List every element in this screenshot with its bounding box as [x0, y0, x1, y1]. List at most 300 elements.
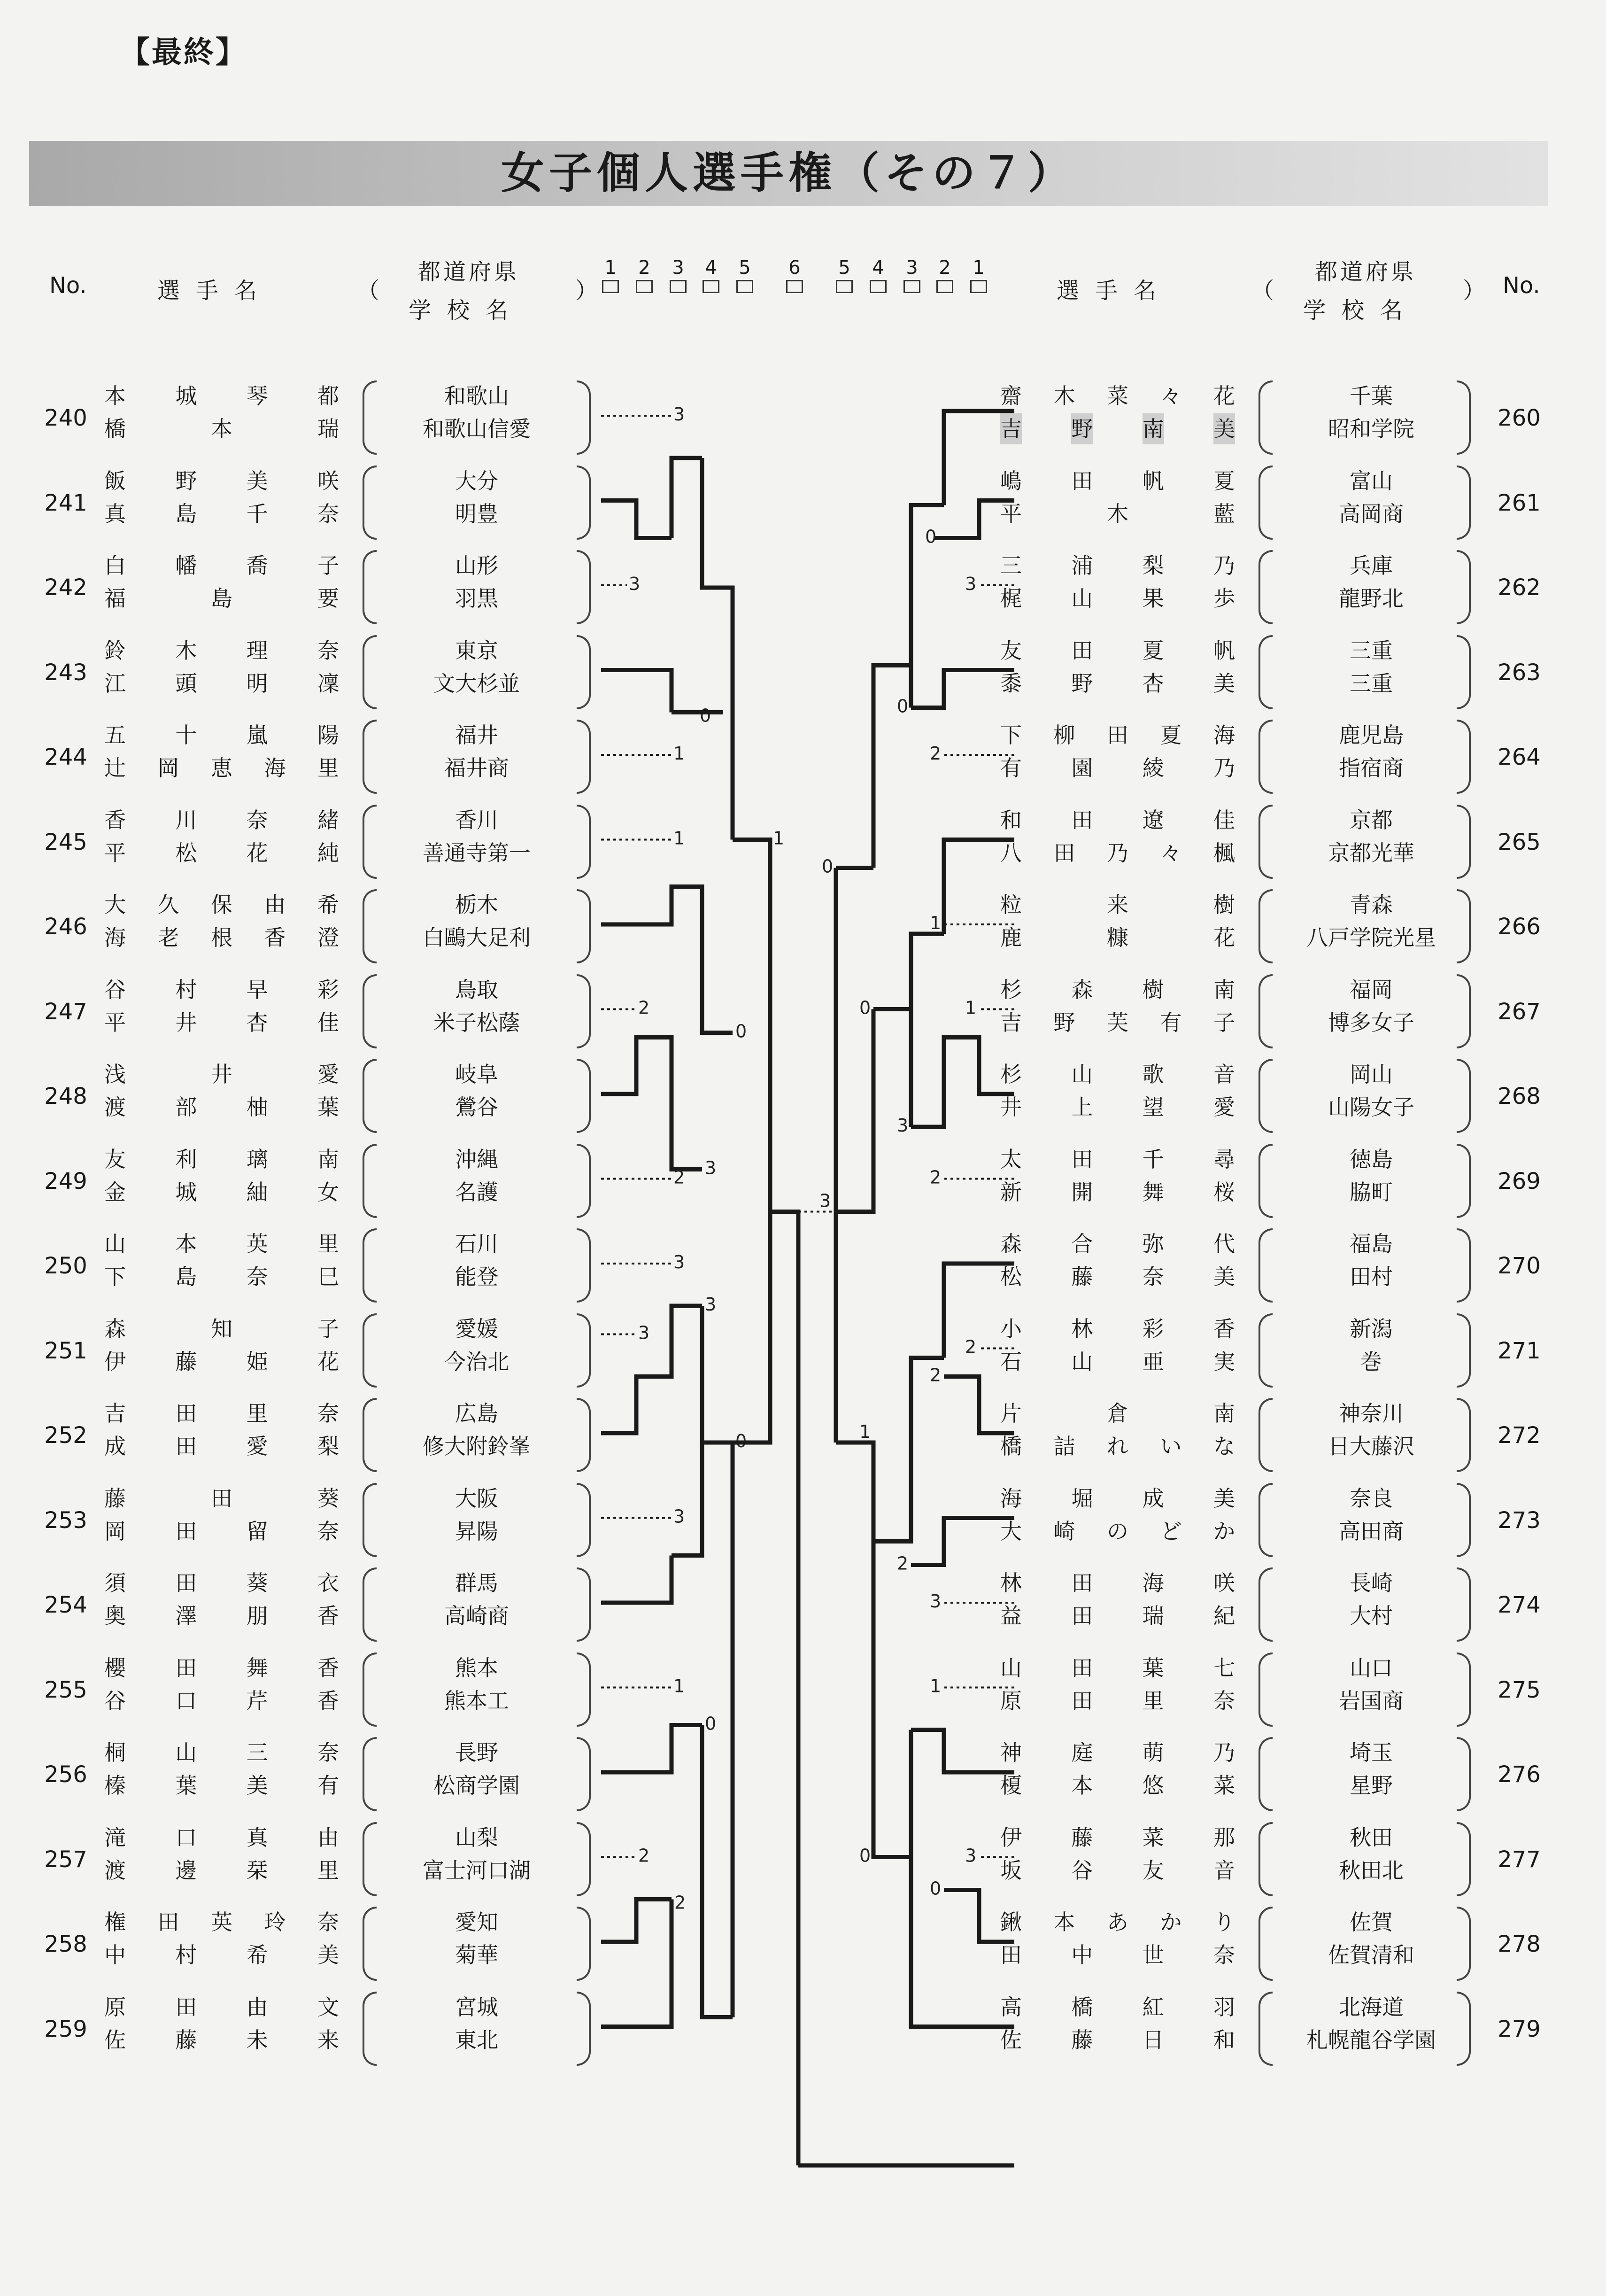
name-char: 平 [104, 840, 126, 866]
header-no: No. [49, 272, 87, 299]
name-char: 藤 [1071, 1264, 1093, 1289]
bracket-win-line [911, 1038, 1014, 1127]
name-char: 真 [246, 1824, 268, 1850]
name-char: 奈 [317, 637, 339, 663]
name-char: 本 [1071, 1773, 1093, 1798]
name-char: 佐 [104, 2027, 126, 2053]
name-char: 要 [317, 586, 339, 611]
name-char: あ [1107, 1909, 1128, 1935]
name-char: 紅 [1142, 1994, 1164, 2020]
prefecture: 山梨 [455, 1824, 498, 1850]
name-char: 島 [211, 586, 232, 611]
header-pref-right: 都道府県 [1315, 259, 1417, 285]
name-char: 実 [1213, 1349, 1235, 1374]
school: 熊本工 [444, 1688, 509, 1714]
school: 三重 [1350, 670, 1393, 696]
name-char: 野 [175, 468, 197, 494]
name-char: 島 [175, 501, 197, 527]
match-score: 3 [673, 1252, 685, 1272]
header-no-right: No. [1503, 272, 1540, 299]
name-char: 神 [1000, 1740, 1022, 1765]
school: 羽黒 [455, 586, 498, 611]
final-tag: 【最終】 [120, 35, 247, 70]
entry-number: 265 [1498, 829, 1541, 855]
name-char: 恵 [211, 755, 232, 781]
prefecture: 埼玉 [1350, 1740, 1393, 1765]
name-char: 鹿 [1000, 925, 1022, 950]
match-score: 2 [674, 1892, 686, 1913]
name-char: 弥 [1142, 1231, 1164, 1257]
name-char: 保 [211, 892, 232, 917]
prefecture: 福井 [455, 722, 498, 748]
name-char: 田 [1071, 1688, 1093, 1714]
name-char: 田 [1107, 722, 1128, 748]
prefecture: 鳥取 [455, 977, 498, 1002]
name-char: 小 [1000, 1316, 1022, 1342]
match-score: 0 [930, 1878, 942, 1899]
name-char: 田 [1071, 637, 1093, 663]
name-char: 吉 [1000, 1009, 1022, 1035]
prefecture: 群馬 [455, 1570, 498, 1596]
name-char: 愛 [317, 1062, 339, 1087]
name-char: 城 [175, 1179, 197, 1205]
match-score-center: 1 [773, 828, 785, 849]
school: 京都光華 [1328, 840, 1414, 866]
name-char: 和 [1213, 2027, 1235, 2053]
name-char: 野 [1071, 413, 1093, 444]
name-char: 城 [175, 383, 197, 409]
name-char: 愛 [246, 1434, 268, 1459]
name-char: 田 [175, 1994, 197, 2020]
bracket-win-line [601, 670, 672, 713]
name-char: 坂 [1000, 1857, 1022, 1883]
entry-number: 273 [1498, 1507, 1541, 1534]
name-char: 田 [175, 1434, 197, 1459]
prefecture: 山形 [455, 553, 498, 578]
prefecture: 愛知 [455, 1909, 498, 1935]
name-char: 浅 [104, 1062, 126, 1087]
match-score: 1 [859, 1421, 871, 1442]
bracket-win-line [873, 505, 944, 868]
bracket-win-line [873, 1542, 911, 1857]
prefecture: 石川 [455, 1231, 498, 1257]
name-char: 瑞 [1142, 1603, 1164, 1629]
prefecture: 長崎 [1350, 1570, 1393, 1596]
bracket-win-line [944, 1890, 1014, 1942]
entry-number: 259 [44, 2016, 87, 2042]
name-char: 歌 [1142, 1062, 1164, 1087]
school: 日大藤沢 [1328, 1434, 1414, 1459]
prefecture: 山口 [1350, 1655, 1393, 1681]
name-char: 田 [175, 1518, 197, 1544]
name-char: 下 [1000, 722, 1022, 748]
school: 高岡商 [1339, 501, 1404, 527]
prefecture: 千葉 [1350, 383, 1393, 409]
entry-number: 251 [44, 1337, 87, 1364]
prefecture: 広島 [455, 1401, 498, 1426]
name-char: 本 [211, 416, 232, 442]
name-char: 田 [1053, 840, 1075, 866]
match-score: 2 [897, 1553, 909, 1574]
school: 米子松蔭 [433, 1009, 520, 1035]
name-char: 渡 [104, 1857, 126, 1883]
name-char: 十 [175, 722, 197, 748]
name-char: 佳 [1213, 807, 1235, 833]
name-char: 樹 [1213, 892, 1235, 917]
page-title: 女子個人選手権（その７） [501, 148, 1076, 198]
name-char: 帆 [1142, 468, 1164, 494]
name-char: 澤 [175, 1603, 197, 1629]
prefecture: 岐阜 [455, 1062, 498, 1087]
name-char: 中 [1071, 1942, 1093, 1968]
name-char: 倉 [1107, 1401, 1128, 1426]
name-char: 舞 [1142, 1179, 1164, 1205]
name-char: 女 [317, 1179, 339, 1205]
name-char: 田 [1071, 1655, 1093, 1681]
name-char: 平 [104, 1009, 126, 1035]
name-char: 子 [317, 553, 339, 578]
name-char: か [1160, 1909, 1182, 1935]
name-char: 鈴 [104, 637, 126, 663]
name-char: れ [1107, 1434, 1128, 1459]
name-char: 益 [1000, 1603, 1022, 1629]
name-char: 村 [175, 1942, 197, 1968]
school: 高崎商 [444, 1603, 509, 1629]
header-school-right: 学校名 [1303, 297, 1419, 324]
prefecture: 鹿児島 [1339, 722, 1404, 748]
name-char: 彩 [317, 977, 339, 1002]
name-char: 森 [104, 1316, 126, 1342]
name-char: ど [1160, 1518, 1182, 1544]
name-char: 有 [1000, 755, 1022, 781]
name-char: 渡 [104, 1094, 126, 1120]
name-char: 島 [175, 1264, 197, 1289]
bracket-win-line [911, 1730, 1014, 1773]
name-char: 橋 [104, 416, 126, 442]
prefecture: 沖縄 [455, 1146, 498, 1172]
school: 名護 [455, 1179, 498, 1205]
match-score: 2 [638, 997, 650, 1018]
name-char: 代 [1213, 1231, 1235, 1257]
school: 東北 [455, 2027, 498, 2053]
round-number: 3 [672, 257, 684, 279]
prefecture: 福岡 [1350, 977, 1393, 1002]
name-char: 口 [175, 1824, 197, 1850]
match-score: 0 [859, 1845, 871, 1866]
entry-number: 247 [44, 998, 87, 1025]
name-char: 里 [1142, 1688, 1164, 1714]
name-char: 奈 [1142, 1264, 1164, 1289]
bracket-win-line [601, 1725, 702, 1773]
name-char: 歩 [1213, 586, 1235, 611]
name-char: 柳 [1053, 722, 1075, 748]
school: 秋田北 [1339, 1857, 1404, 1883]
name-char: 田 [157, 1909, 179, 1935]
name-char: 藍 [1213, 501, 1235, 527]
name-char: 山 [1071, 1062, 1093, 1087]
name-char: 桐 [104, 1740, 126, 1765]
name-char: 奈 [317, 1909, 339, 1935]
prefecture: 徳島 [1350, 1146, 1393, 1172]
name-char: 璃 [246, 1146, 268, 1172]
name-char: 有 [317, 1773, 339, 1798]
name-char: 羽 [1213, 1994, 1235, 2020]
name-char: 田 [1000, 1942, 1022, 1968]
name-char: 夏 [1213, 468, 1235, 494]
entry-number: 244 [44, 744, 87, 770]
header-player-right: 選手名 [1057, 278, 1173, 304]
name-char: 紬 [246, 1179, 268, 1205]
entry-number: 242 [44, 574, 87, 601]
entry-number: 245 [44, 829, 87, 855]
name-char: 藤 [1071, 1824, 1093, 1850]
match-score: 3 [638, 1322, 650, 1343]
school: 指宿商 [1339, 755, 1404, 781]
name-char: 和 [1000, 807, 1022, 833]
name-char: 美 [1213, 1264, 1235, 1289]
bracket-win-line [944, 840, 1014, 934]
name-char: 松 [175, 840, 197, 866]
name-char: 山 [1071, 586, 1093, 611]
entry-number: 271 [1498, 1337, 1541, 1364]
name-char: 白 [104, 553, 126, 578]
name-char: 田 [175, 1570, 197, 1596]
name-char: 有 [1160, 1009, 1182, 1035]
school: 岩国商 [1339, 1688, 1404, 1714]
name-char: 希 [246, 1942, 268, 1968]
school: 菊華 [455, 1942, 498, 1968]
prefecture: 北海道 [1339, 1994, 1404, 2020]
round-number: 1 [604, 257, 617, 279]
name-char: 五 [104, 722, 126, 748]
bracket-win-line [836, 1443, 873, 1542]
entry-number: 258 [44, 1931, 87, 1957]
name-char: 美 [1213, 670, 1235, 696]
school: 和歌山信愛 [423, 416, 531, 442]
name-char: 乃 [1213, 1740, 1235, 1765]
name-char: 那 [1213, 1824, 1235, 1850]
name-char: 琴 [246, 383, 268, 409]
name-char: 七 [1213, 1655, 1235, 1681]
prefecture: 和歌山 [444, 383, 509, 409]
name-char: 瑞 [317, 416, 339, 442]
bracket-win-line [702, 458, 733, 840]
name-char: 成 [104, 1434, 126, 1459]
name-char: 岡 [104, 1518, 126, 1544]
prefecture: 熊本 [455, 1655, 498, 1681]
name-char: 香 [317, 1655, 339, 1681]
name-char: 奈 [1213, 1688, 1235, 1714]
name-char: 吉 [1000, 413, 1022, 444]
name-char: 奈 [317, 1740, 339, 1765]
name-char: 都 [317, 383, 339, 409]
name-char: 三 [246, 1740, 268, 1765]
name-char: 田 [1071, 1603, 1093, 1629]
round-number: 2 [638, 257, 650, 279]
name-char: 石 [1000, 1349, 1022, 1374]
name-char: 山 [175, 1740, 197, 1765]
name-char: 合 [1071, 1231, 1093, 1257]
name-char: 浦 [1071, 553, 1093, 578]
bracket-win-line [944, 1377, 1014, 1434]
entry-number: 261 [1498, 489, 1541, 516]
name-char: 来 [317, 2027, 339, 2053]
name-char: い [1160, 1434, 1182, 1459]
round-number: 3 [906, 257, 918, 279]
name-char: 大 [1000, 1518, 1022, 1544]
name-char: 杏 [1142, 670, 1164, 696]
match-score-final: 3 [819, 1190, 831, 1211]
name-char: 上 [1071, 1094, 1093, 1120]
name-char: 糠 [1107, 925, 1128, 950]
name-char: 海 [1000, 1485, 1022, 1511]
name-char: 咲 [317, 468, 339, 494]
name-char: 奈 [246, 807, 268, 833]
name-char: 香 [264, 925, 286, 950]
name-char: 悠 [1142, 1773, 1164, 1798]
bracket-win-line [601, 501, 672, 538]
name-char: 滝 [104, 1824, 126, 1850]
school: 鶯谷 [455, 1094, 498, 1120]
name-char: 海 [104, 925, 126, 950]
prefecture: 香川 [455, 807, 498, 833]
bracket-win-line [934, 501, 1014, 538]
bracket-win-line [911, 670, 1014, 708]
name-char: 希 [317, 892, 339, 917]
name-char: 川 [175, 807, 197, 833]
name-char: 橋 [1000, 1434, 1022, 1459]
name-char: な [1213, 1434, 1235, 1459]
name-char: 粒 [1000, 892, 1022, 917]
match-score: 0 [925, 526, 937, 547]
name-char: 田 [211, 1485, 232, 1511]
match-score: 3 [965, 574, 977, 594]
name-char: 奈 [246, 1264, 268, 1289]
name-char: 嵐 [246, 722, 268, 748]
name-char: 井 [175, 1009, 197, 1035]
match-score: 0 [700, 705, 711, 726]
school: 龍野北 [1339, 586, 1404, 611]
name-char: 口 [175, 1688, 197, 1714]
school: 八戸学院光星 [1306, 925, 1436, 950]
bracket-win-line [601, 1900, 672, 1942]
name-char: 海 [1213, 722, 1235, 748]
entry-number: 276 [1498, 1761, 1541, 1788]
name-char: 櫻 [104, 1655, 126, 1681]
round-number: 5 [838, 257, 850, 279]
name-char: 田 [175, 1655, 197, 1681]
name-char: 香 [104, 807, 126, 833]
name-char: 里 [246, 1401, 268, 1426]
name-char: 花 [1213, 925, 1235, 950]
name-char: 萌 [1142, 1740, 1164, 1765]
name-char: 本 [1053, 1909, 1075, 1935]
name-char: 姫 [246, 1349, 268, 1374]
name-char: 英 [246, 1231, 268, 1257]
name-char: 詰 [1053, 1434, 1075, 1459]
name-char: 真 [104, 501, 126, 527]
header-pref: 都道府県 [418, 259, 520, 285]
name-char: 々 [1160, 840, 1182, 866]
name-char: 南 [317, 1146, 339, 1172]
name-char: 由 [246, 1994, 268, 2020]
name-char: 日 [1142, 2027, 1164, 2053]
name-char: 純 [317, 840, 339, 866]
entry-number: 277 [1498, 1846, 1541, 1873]
name-char: 樹 [1142, 977, 1164, 1002]
name-char: 香 [317, 1688, 339, 1714]
round-number: 4 [872, 257, 884, 279]
name-char: 幡 [175, 553, 197, 578]
name-char: 咲 [1213, 1570, 1235, 1596]
school: 田村 [1350, 1264, 1393, 1289]
match-score: 2 [673, 1167, 685, 1188]
entry-number: 272 [1498, 1422, 1541, 1449]
name-char: 舞 [246, 1655, 268, 1681]
name-char: 藤 [175, 2027, 197, 2053]
school: 富士河口湖 [423, 1857, 531, 1883]
name-char: 里 [317, 755, 339, 781]
match-score: 2 [930, 743, 942, 764]
match-score: 3 [965, 1845, 977, 1866]
name-char: 澄 [317, 925, 339, 950]
school: 博多女子 [1328, 1009, 1414, 1035]
name-char: 美 [1213, 413, 1235, 444]
name-char: 葉 [175, 1773, 197, 1798]
name-char: 開 [1071, 1179, 1093, 1205]
name-char: 美 [246, 468, 268, 494]
name-char: 衣 [317, 1570, 339, 1596]
name-char: 乃 [1107, 840, 1128, 866]
entry-number: 249 [44, 1168, 87, 1195]
name-char: 香 [317, 1603, 339, 1629]
name-char: 嶋 [1000, 468, 1022, 494]
name-char: 庭 [1071, 1740, 1093, 1765]
name-char: 高 [1000, 1994, 1022, 2020]
school: 札幌龍谷学園 [1306, 2027, 1436, 2053]
school: 佐賀清和 [1328, 1942, 1414, 1968]
match-score: 1 [930, 1675, 942, 1697]
match-score: 1 [930, 913, 942, 933]
name-char: 梨 [317, 1434, 339, 1459]
name-char: 伊 [1000, 1824, 1022, 1850]
name-char: 太 [1000, 1146, 1022, 1172]
entry-number: 255 [44, 1676, 87, 1703]
bracket-win-line [672, 1443, 702, 1556]
name-char: 大 [104, 892, 126, 917]
name-char: 緒 [317, 807, 339, 833]
name-char: 村 [175, 977, 197, 1002]
name-char: 々 [1160, 383, 1182, 409]
round-number: 2 [939, 257, 951, 279]
name-char: 乃 [1213, 755, 1235, 781]
match-score: 3 [897, 1115, 909, 1136]
name-char: 杏 [246, 1009, 268, 1035]
match-score: 3 [930, 1591, 942, 1612]
name-char: 八 [1000, 840, 1022, 866]
name-char: 三 [1000, 553, 1022, 578]
name-char: 知 [211, 1316, 232, 1342]
name-char: 井 [1000, 1094, 1022, 1120]
name-char: 美 [1213, 1485, 1235, 1511]
name-char: 帆 [1213, 637, 1235, 663]
name-char: 望 [1142, 1094, 1164, 1120]
entry-number: 278 [1498, 1931, 1541, 1957]
bracket-win-line [770, 1212, 798, 2166]
name-char: 美 [317, 1942, 339, 1968]
name-char: 友 [1000, 637, 1022, 663]
school: 今治北 [444, 1349, 509, 1374]
